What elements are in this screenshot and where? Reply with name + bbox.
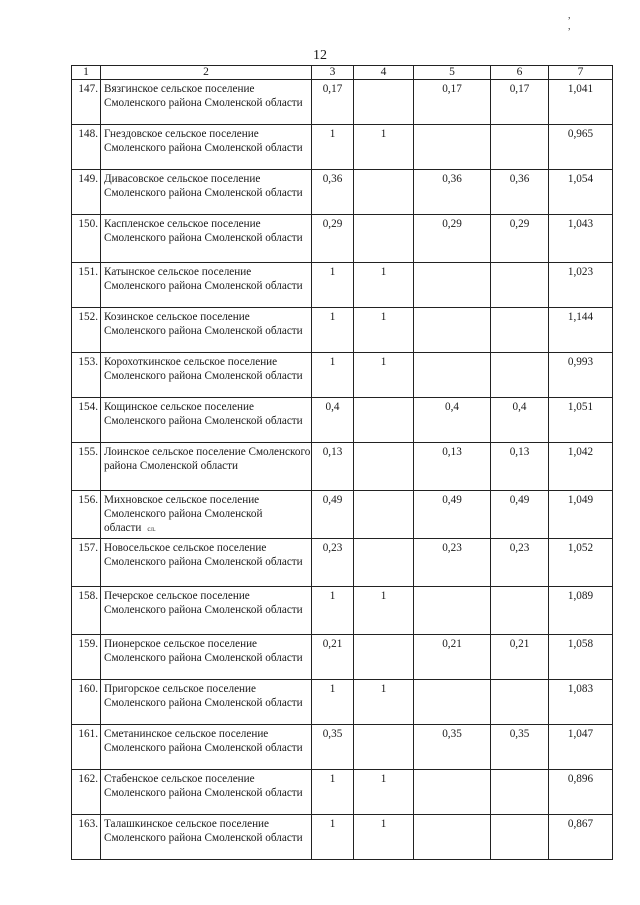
cell-col-7: 1,042 xyxy=(549,443,613,491)
cell-col-4 xyxy=(354,725,414,770)
row-number: 157. xyxy=(72,539,101,587)
cell-col-5: 0,23 xyxy=(414,539,491,587)
table-row xyxy=(72,125,613,170)
row-number: 163. xyxy=(72,815,101,860)
cell-col-7: 0,965 xyxy=(549,125,613,170)
cell-col-3: 0,13 xyxy=(312,443,354,491)
cell-col-6: 0,36 xyxy=(491,170,549,215)
cell-col-3: 0,36 xyxy=(312,170,354,215)
column-header-6: 6 xyxy=(491,66,549,80)
cell-col-4: 1 xyxy=(354,815,414,860)
cell-col-7: 0,867 xyxy=(549,815,613,860)
cell-col-5 xyxy=(414,815,491,860)
settlement-name: Сметанинское сельское поселение Смоленского района Смоленской области xyxy=(101,725,312,770)
cell-col-4 xyxy=(354,491,414,539)
handwritten-mark: сл. xyxy=(147,525,156,533)
cell-col-7: 1,043 xyxy=(549,215,613,263)
row-number: 151. xyxy=(72,263,101,308)
cell-col-7: 1,041 xyxy=(549,80,613,125)
cell-col-7: 0,896 xyxy=(549,770,613,815)
table-row xyxy=(72,443,613,491)
cell-col-6: 0,29 xyxy=(491,215,549,263)
cell-col-3: 1 xyxy=(312,680,354,725)
settlement-name: Катынское сельское поселение Смоленского района Смоленской области xyxy=(101,263,312,308)
cell-col-6 xyxy=(491,587,549,635)
row-number: 155. xyxy=(72,443,101,491)
cell-col-4 xyxy=(354,443,414,491)
cell-col-5 xyxy=(414,587,491,635)
cell-col-7: 1,058 xyxy=(549,635,613,680)
cell-col-4: 1 xyxy=(354,353,414,398)
cell-col-3: 0,29 xyxy=(312,215,354,263)
cell-col-6 xyxy=(491,680,549,725)
cell-col-7: 1,054 xyxy=(549,170,613,215)
cell-col-6: 0,17 xyxy=(491,80,549,125)
column-header-1: 1 xyxy=(72,66,101,80)
settlement-name: Каспленское сельское поселение Смоленского района Смоленской области xyxy=(101,215,312,263)
settlement-name: Лоинское сельское поселение Смоленского района Смоленской области xyxy=(101,443,312,491)
cell-col-3: 0,4 xyxy=(312,398,354,443)
table-row xyxy=(72,353,613,398)
cell-col-6 xyxy=(491,263,549,308)
cell-col-6: 0,13 xyxy=(491,443,549,491)
cell-col-3: 0,17 xyxy=(312,80,354,125)
cell-col-5: 0,49 xyxy=(414,491,491,539)
cell-col-6 xyxy=(491,125,549,170)
cell-col-5 xyxy=(414,770,491,815)
row-number: 156. xyxy=(72,491,101,539)
row-number: 147. xyxy=(72,80,101,125)
cell-col-5: 0,21 xyxy=(414,635,491,680)
cell-col-4 xyxy=(354,539,414,587)
table-row xyxy=(72,263,613,308)
cell-col-5 xyxy=(414,263,491,308)
cell-col-3: 0,23 xyxy=(312,539,354,587)
row-number: 162. xyxy=(72,770,101,815)
cell-col-7: 1,023 xyxy=(549,263,613,308)
row-number: 158. xyxy=(72,587,101,635)
cell-col-5: 0,35 xyxy=(414,725,491,770)
cell-col-3: 1 xyxy=(312,308,354,353)
cell-col-4 xyxy=(354,635,414,680)
settlement-name: Пригорское сельское поселение Смоленского района Смоленской области xyxy=(101,680,312,725)
table-row xyxy=(72,770,613,815)
settlement-name: Печерское сельское поселение Смоленского района Смоленской области xyxy=(101,587,312,635)
cell-col-3: 1 xyxy=(312,587,354,635)
cell-col-7: 1,047 xyxy=(549,725,613,770)
table-row xyxy=(72,815,613,860)
cell-col-3: 1 xyxy=(312,770,354,815)
row-number: 149. xyxy=(72,170,101,215)
cell-col-5: 0,29 xyxy=(414,215,491,263)
cell-col-4 xyxy=(354,80,414,125)
cell-col-5 xyxy=(414,680,491,725)
header-row xyxy=(72,66,613,80)
table-row xyxy=(72,80,613,125)
settlements-table xyxy=(71,65,613,860)
column-header-5: 5 xyxy=(414,66,491,80)
settlement-name: Новосельское сельское поселение Смоленского района Смоленской области xyxy=(101,539,312,587)
cell-col-5: 0,36 xyxy=(414,170,491,215)
table-row xyxy=(72,170,613,215)
cell-col-6: 0,35 xyxy=(491,725,549,770)
column-header-2: 2 xyxy=(101,66,312,80)
table-header xyxy=(72,66,613,80)
cell-col-4: 1 xyxy=(354,770,414,815)
cell-col-3: 1 xyxy=(312,353,354,398)
cell-col-4: 1 xyxy=(354,263,414,308)
cell-col-5: 0,13 xyxy=(414,443,491,491)
cell-col-5 xyxy=(414,353,491,398)
cell-col-4: 1 xyxy=(354,680,414,725)
settlement-name: Козинское сельское поселение Смоленского района Смоленской области xyxy=(101,308,312,353)
page-number: 12 xyxy=(313,48,327,63)
row-number: 159. xyxy=(72,635,101,680)
table-row xyxy=(72,587,613,635)
cell-col-7: 1,051 xyxy=(549,398,613,443)
settlement-name: Талашкинское сельское поселение Смоленского района Смоленской области xyxy=(101,815,312,860)
table-row xyxy=(72,680,613,725)
cell-col-3: 0,49 xyxy=(312,491,354,539)
settlement-name: Корохоткинское сельское поселение Смоленского района Смоленской области xyxy=(101,353,312,398)
settlement-name xyxy=(101,491,312,539)
cell-col-5 xyxy=(414,308,491,353)
cell-col-7: 1,083 xyxy=(549,680,613,725)
cell-col-7: 0,993 xyxy=(549,353,613,398)
table-row xyxy=(72,539,613,587)
cell-col-4: 1 xyxy=(354,125,414,170)
settlement-name: Вязгинское сельское поселение Смоленского района Смоленской области xyxy=(101,80,312,125)
cell-col-6 xyxy=(491,770,549,815)
row-number: 161. xyxy=(72,725,101,770)
cell-col-4 xyxy=(354,170,414,215)
cell-col-3: 1 xyxy=(312,125,354,170)
cell-col-4 xyxy=(354,398,414,443)
cell-col-6: 0,21 xyxy=(491,635,549,680)
row-number: 153. xyxy=(72,353,101,398)
table-row xyxy=(72,491,613,539)
row-number: 148. xyxy=(72,125,101,170)
corner-marks: , , xyxy=(568,10,597,32)
cell-col-4 xyxy=(354,215,414,263)
cell-col-5: 0,17 xyxy=(414,80,491,125)
row-number: 160. xyxy=(72,680,101,725)
cell-col-5 xyxy=(414,125,491,170)
cell-col-7: 1,049 xyxy=(549,491,613,539)
column-header-7: 7 xyxy=(549,66,613,80)
table-body xyxy=(72,80,613,860)
row-number: 154. xyxy=(72,398,101,443)
cell-col-3: 0,21 xyxy=(312,635,354,680)
table-row xyxy=(72,725,613,770)
cell-col-3: 1 xyxy=(312,263,354,308)
table-row xyxy=(72,215,613,263)
row-number: 152. xyxy=(72,308,101,353)
cell-col-6: 0,23 xyxy=(491,539,549,587)
cell-col-3: 0,35 xyxy=(312,725,354,770)
table-row xyxy=(72,308,613,353)
cell-col-7: 1,144 xyxy=(549,308,613,353)
table-row xyxy=(72,635,613,680)
cell-col-6 xyxy=(491,815,549,860)
cell-col-6: 0,4 xyxy=(491,398,549,443)
column-header-4: 4 xyxy=(354,66,414,80)
settlement-name: Пионерское сельское поселение Смоленского района Смоленской области xyxy=(101,635,312,680)
column-header-3: 3 xyxy=(312,66,354,80)
cell-col-5: 0,4 xyxy=(414,398,491,443)
settlement-name: Стабенское сельское поселение Смоленского района Смоленской области xyxy=(101,770,312,815)
cell-col-4: 1 xyxy=(354,308,414,353)
cell-col-6: 0,49 xyxy=(491,491,549,539)
row-number: 150. xyxy=(72,215,101,263)
cell-col-7: 1,052 xyxy=(549,539,613,587)
cell-col-7: 1,089 xyxy=(549,587,613,635)
settlement-name: Дивасовское сельское поселение Смоленского района Смоленской области xyxy=(101,170,312,215)
cell-col-6 xyxy=(491,308,549,353)
settlement-name: Гнездовское сельское поселение Смоленского района Смоленской области xyxy=(101,125,312,170)
table-row xyxy=(72,398,613,443)
cell-col-4: 1 xyxy=(354,587,414,635)
settlement-name: Кощинское сельское поселение Смоленского района Смоленской области xyxy=(101,398,312,443)
settlement-name-text: Михновское сельское поселение Смоленского района Смоленской области xyxy=(104,494,263,534)
cell-col-6 xyxy=(491,353,549,398)
cell-col-3: 1 xyxy=(312,815,354,860)
